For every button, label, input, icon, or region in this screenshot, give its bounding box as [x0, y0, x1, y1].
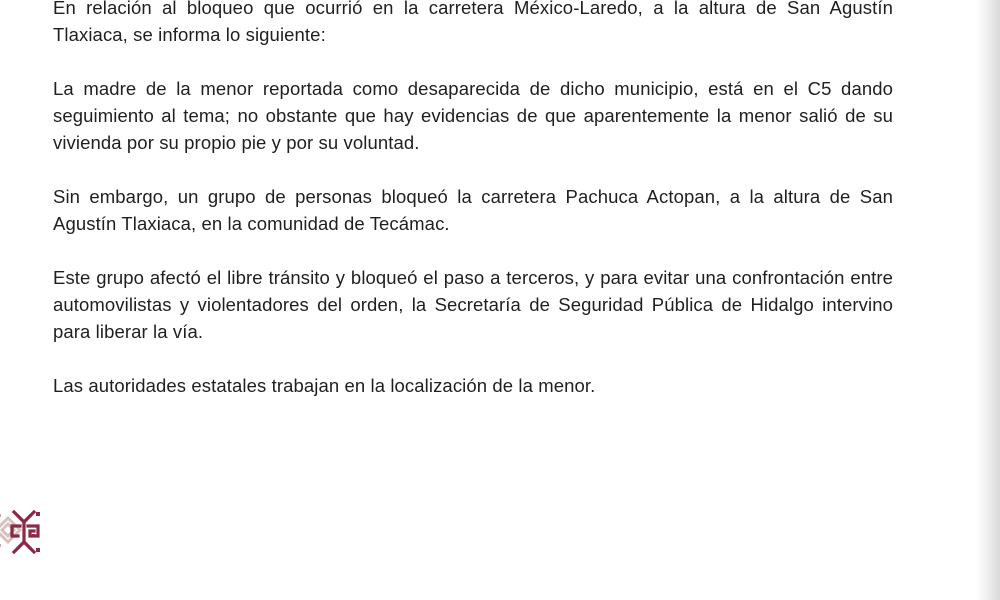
paragraph-blockade: Sin embargo, un grupo de personas bloqueó la carretera Pachuca Actopan, a la altura de San Agustín Tlaxiaca, en la comunidad de Tecámac.	[53, 186, 893, 234]
press-release-body	[53, 0, 893, 426]
paragraph-mother-status: La madre de la menor reportada como desaparecida de dicho municipio, está en el C5 dando seguimiento al tema; no obstante que hay evidencias de que aparentemente la menor salió de su vivienda por su propio pie y por su voluntad.	[53, 78, 893, 153]
decorative-fret-pattern-icon	[0, 500, 48, 564]
page-edge-shadow	[976, 0, 1000, 600]
paragraph-intro: En relación al bloqueo que ocurrió en la carretera México-Laredo, a la altura de San Agustín Tlaxiaca, se informa lo siguiente:	[53, 0, 893, 45]
paragraph-intervention: Este grupo afectó el libre tránsito y bloqueó el paso a terceros, y para evitar una confrontación entre automovilistas y violentadores del orden, la Secretaría de Seguridad Pública de Hidalgo intervino para liberar la vía.	[53, 267, 893, 342]
paragraph-closing: Las autoridades estatales trabajan en la localización de la menor.	[53, 375, 596, 396]
